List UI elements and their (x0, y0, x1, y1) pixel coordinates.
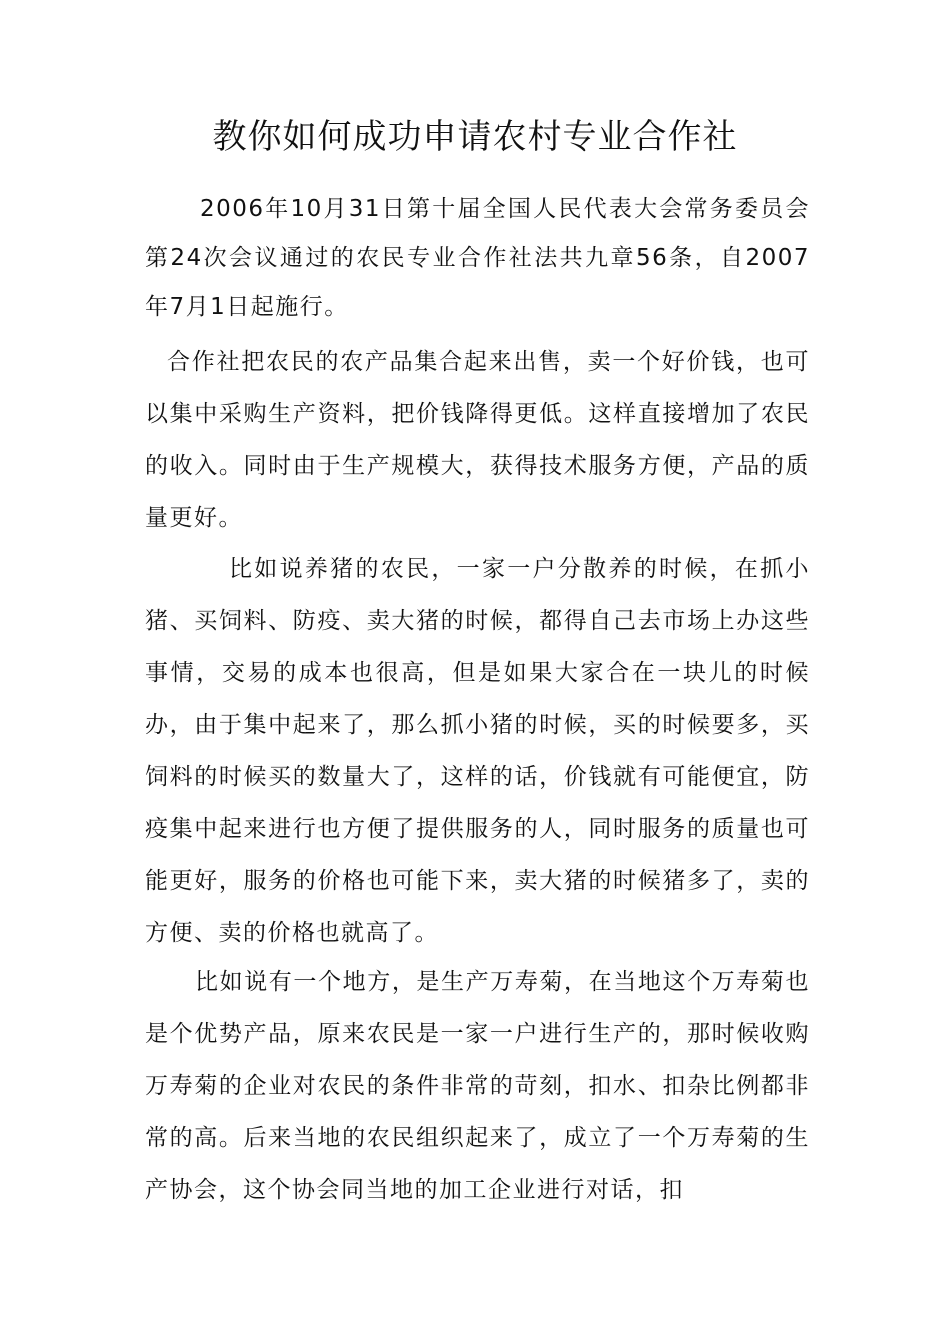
paragraph-marigold-example: 比如说有一个地方，是生产万寿菊，在当地这个万寿菊也是个优势产品，原来农民是一家一户进行生产的，那时候收购万寿菊的企业对农民的条件非常的苛刻，扣水、扣杂比例都非常的高。后来当地的农民组织起来了，成立了一个万寿菊的生产协会，这个协会同当地的加工企业进行对话，扣 (145, 969, 810, 1203)
paragraph-cooperative-benefits: 合作社把农民的农产品集合起来出售，卖一个好价钱，也可以集中采购生产资料，把价钱降得更低。这样直接增加了农民的收入。同时由于生产规模大，获得技术服务方便，产品的质量更好。 (145, 349, 810, 531)
document-title: 教你如何成功申请农村专业合作社 (212, 117, 738, 157)
paragraph-law-enactment: 2006年10月31日第十届全国人民代表大会常务委员会第24次会议通过的农民专业合作社法共九章56条，自2007年7月1日起施行。 (145, 196, 810, 320)
paragraph-pig-farming-example: 比如说养猪的农民，一家一户分散养的时候，在抓小猪、买饲料、防疫、卖大猪的时候，都得自己去市场上办这些事情，交易的成本也很高，但是如果大家合在一块儿的时候办，由于集中起来了，那么抓小猪的时候，买的时候要多，买饲料的时候买的数量大了，这样的话，价钱就有可能便宜，防疫集中起来进行也方便了提供服务的人，同时服务的质量也可能更好，服务的价格也可能下来，卖大猪的时候猪多了，卖的方便、卖的价格也就高了。 (145, 556, 810, 946)
